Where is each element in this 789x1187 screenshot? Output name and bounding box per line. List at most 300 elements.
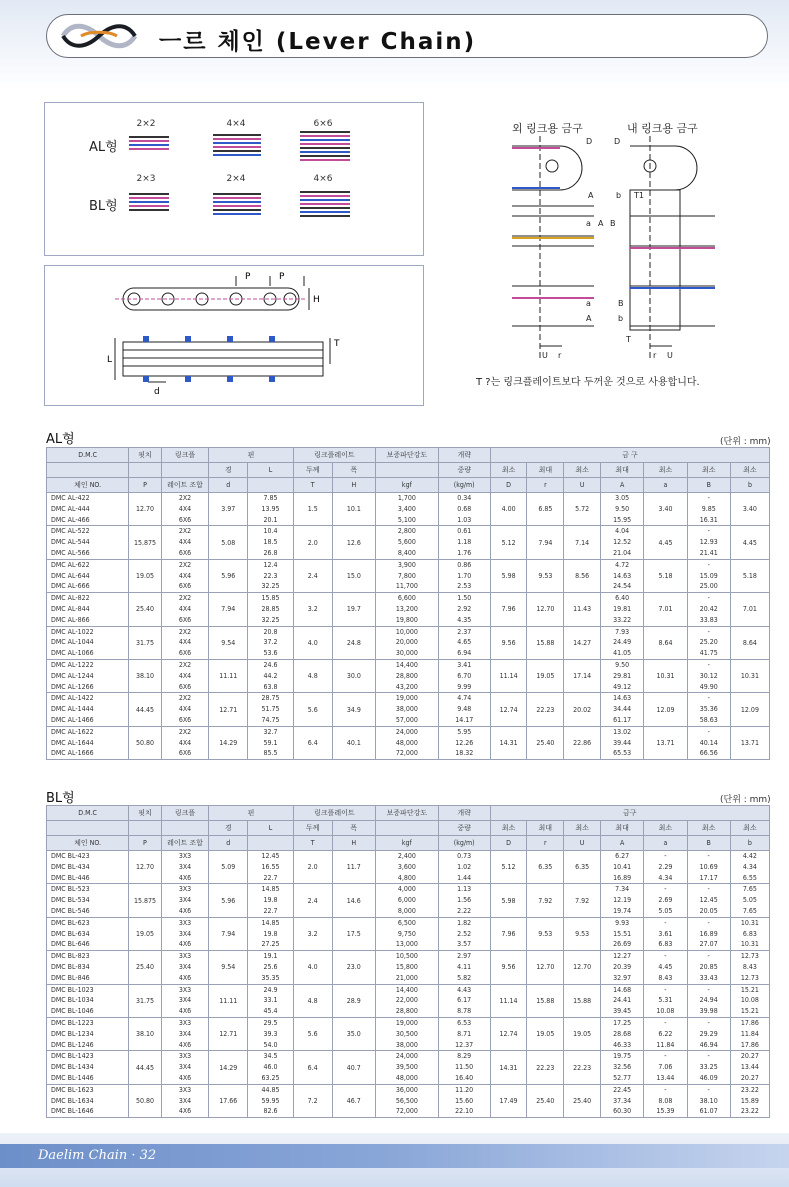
d-cell: 9.54 xyxy=(209,626,248,659)
L-value: 46.0 xyxy=(263,1063,278,1072)
a-value: 3.61 xyxy=(658,929,673,938)
wt-cell xyxy=(438,593,490,626)
U-cell: 7.92 xyxy=(564,884,601,917)
combos-cell xyxy=(161,659,209,692)
combos-value: 6X6 xyxy=(178,749,192,758)
wt-value: 3.57 xyxy=(457,940,472,949)
kgf-value: 6,500 xyxy=(397,918,416,927)
kgf-cell xyxy=(375,593,438,626)
a-value: 5.05 xyxy=(658,906,673,915)
fitting-drawing xyxy=(500,136,730,366)
L-value: 74.75 xyxy=(261,715,280,724)
L-cell xyxy=(248,1051,293,1084)
wt-value: 2.52 xyxy=(457,929,472,938)
subheader-a-15: 최소 xyxy=(730,821,769,836)
dim-b-label: b xyxy=(616,191,622,200)
B-value: 9.85 xyxy=(701,504,716,513)
dim-H-label: H xyxy=(313,295,320,305)
table-row xyxy=(47,526,770,559)
H-cell: 28.9 xyxy=(332,984,375,1017)
subheader-a-2 xyxy=(161,821,209,836)
dim-r-label: r xyxy=(558,351,562,360)
L-value: 20.1 xyxy=(263,515,278,524)
subheader-b-7: kgf xyxy=(375,836,438,851)
names-value: DMC AL-1244 xyxy=(51,671,94,680)
combos-value: 3X3 xyxy=(178,885,192,894)
pitch-cell: 25.40 xyxy=(129,951,161,984)
wt-value: 12.26 xyxy=(455,738,474,747)
D-cell: 14.31 xyxy=(490,726,527,759)
header-combo: 링크플 xyxy=(161,806,209,821)
names-cell xyxy=(47,726,129,759)
kgf-value: 30,000 xyxy=(395,649,418,658)
T-cell: 4.8 xyxy=(293,984,332,1017)
names-value: DMC BL-634 xyxy=(51,929,90,938)
H-cell: 14.6 xyxy=(332,884,375,917)
header-plate: 링크플레이트 xyxy=(293,806,375,821)
subheader-a-1 xyxy=(129,821,161,836)
kgf-value: 8,400 xyxy=(397,548,416,557)
a-value: - xyxy=(664,885,667,894)
A-value: 6.27 xyxy=(615,852,630,860)
A-value: 10.41 xyxy=(613,862,632,871)
A-value: 4.72 xyxy=(615,560,630,569)
combos-cell xyxy=(161,1084,209,1117)
header-title-bar xyxy=(46,14,768,58)
combos-value: 3X3 xyxy=(178,918,192,927)
combination-panel xyxy=(44,102,424,256)
L-value: 27.25 xyxy=(261,940,280,949)
b-cell: 3.40 xyxy=(730,493,769,526)
kgf-cell xyxy=(375,493,438,526)
dim-T-fitting-label: T xyxy=(626,335,631,344)
names-value: DMC AL-466 xyxy=(51,515,90,524)
A-value: 22.45 xyxy=(613,1085,632,1094)
pitch-cell: 50.80 xyxy=(129,726,161,759)
combos-value: 2X2 xyxy=(178,660,192,669)
wt-value: 18.32 xyxy=(455,749,474,758)
A-value: 65.53 xyxy=(613,749,632,758)
subheader-b-0: 체인 NO. xyxy=(47,836,129,851)
A-value: 24.49 xyxy=(613,638,632,647)
L-value: 54.0 xyxy=(263,1040,278,1049)
a-cell: 3.40 xyxy=(644,493,687,526)
subheader-b-3: d xyxy=(209,836,248,851)
combos-value: 3X4 xyxy=(178,896,192,905)
L-value: 82.6 xyxy=(263,1107,278,1116)
B-cell xyxy=(687,693,730,726)
names-cell xyxy=(47,984,129,1017)
subheader-a-13: 최소 xyxy=(644,821,687,836)
A-value: 12.27 xyxy=(613,952,632,961)
wt-value: 1.02 xyxy=(457,862,472,871)
table-row xyxy=(47,593,770,626)
a-value: 10.08 xyxy=(656,1007,675,1016)
subheader-a-2 xyxy=(161,463,209,478)
a-value: - xyxy=(664,1052,667,1061)
r-cell: 12.70 xyxy=(527,593,564,626)
L-value: 32.25 xyxy=(261,582,280,591)
r-cell: 15.88 xyxy=(527,984,564,1017)
wt-value: 12.37 xyxy=(455,1040,474,1049)
B-value: - xyxy=(707,952,710,961)
L-value: 35.35 xyxy=(261,973,280,982)
dim-A-label: A xyxy=(588,191,594,200)
A-value: 37.34 xyxy=(613,1096,632,1105)
subheader-b-10: r xyxy=(527,478,564,493)
T-cell: 2.4 xyxy=(293,884,332,917)
wt-value: 1.70 xyxy=(457,571,472,580)
A-value: 9.50 xyxy=(615,504,630,513)
wt-value: 4.43 xyxy=(457,985,472,994)
T-cell: 2.0 xyxy=(293,851,332,884)
subheader-b-13: a xyxy=(644,478,687,493)
L-value: 32.7 xyxy=(263,727,278,736)
a-value: 8.43 xyxy=(658,973,673,982)
B-cell xyxy=(687,659,730,692)
combos-value: 3X3 xyxy=(178,952,192,961)
subheader-b-11: U xyxy=(564,836,601,851)
B-cell xyxy=(687,593,730,626)
kgf-value: 39,500 xyxy=(395,1063,418,1072)
header-strength: 보증파단강도 xyxy=(375,448,438,463)
wt-cell xyxy=(438,851,490,884)
wt-value: 1.56 xyxy=(457,896,472,905)
L-cell xyxy=(248,851,293,884)
B-value: - xyxy=(707,627,710,636)
pitch-cell: 44.45 xyxy=(129,693,161,726)
combos-value: 2X2 xyxy=(178,560,192,569)
kgf-value: 10,000 xyxy=(395,627,418,636)
L-cell xyxy=(248,559,293,592)
bl-combo-label: BL형 xyxy=(89,199,118,214)
B-value: 25.20 xyxy=(699,638,718,647)
B-value: 20.42 xyxy=(699,604,718,613)
H-cell: 23.0 xyxy=(332,951,375,984)
B-value: - xyxy=(707,1085,710,1094)
subheader-a-7 xyxy=(375,821,438,836)
A-value: 12.52 xyxy=(613,538,632,547)
wt-cell xyxy=(438,726,490,759)
pitch-cell: 25.40 xyxy=(129,593,161,626)
B-value: 21.41 xyxy=(699,548,718,557)
wt-value: 1.03 xyxy=(457,515,472,524)
A-value: 9.93 xyxy=(615,918,630,927)
L-cell xyxy=(248,493,293,526)
subheader-b-4 xyxy=(248,478,293,493)
pitch-cell: 44.45 xyxy=(129,1051,161,1084)
a-cell: 12.09 xyxy=(644,693,687,726)
A-value: 14.68 xyxy=(613,985,632,994)
names-cell xyxy=(47,1017,129,1050)
wt-value: 1.44 xyxy=(457,873,472,882)
A-cell xyxy=(600,851,643,884)
combos-value: 3X3 xyxy=(178,1018,192,1027)
b-cell: 8.64 xyxy=(730,626,769,659)
d-cell: 7.94 xyxy=(209,593,248,626)
fitting-note: T ?는 링크플레이트보다 두꺼운 것으로 사용합니다. xyxy=(476,377,700,388)
A-cell xyxy=(600,1084,643,1117)
A-value: 34.44 xyxy=(613,705,632,714)
subheader-a-9: 최소 xyxy=(490,821,527,836)
B-value: 46.94 xyxy=(699,1040,718,1049)
B-value: - xyxy=(707,494,710,502)
table-row xyxy=(47,693,770,726)
pitch-cell: 12.70 xyxy=(129,851,161,884)
subheader-b-1: P xyxy=(129,836,161,851)
combo-bl-1: 2×3 xyxy=(136,174,156,184)
U-cell: 8.56 xyxy=(564,559,601,592)
A-cell xyxy=(600,951,643,984)
names-value: DMC AL-444 xyxy=(51,504,90,513)
A-value: 20.39 xyxy=(613,962,632,971)
chain-drawing-panel xyxy=(44,265,424,406)
d-cell: 9.54 xyxy=(209,951,248,984)
subheader-a-0 xyxy=(47,821,129,836)
b-value: 15.21 xyxy=(740,1007,759,1016)
H-cell: 30.0 xyxy=(332,659,375,692)
L-cell xyxy=(248,693,293,726)
wt-value: 11.20 xyxy=(455,1085,474,1094)
b-cell xyxy=(730,984,769,1017)
table-row xyxy=(47,951,770,984)
b-cell: 12.09 xyxy=(730,693,769,726)
d-cell: 3.97 xyxy=(209,493,248,526)
subheader-a-10: 최대 xyxy=(527,821,564,836)
kgf-value: 3,900 xyxy=(397,560,416,569)
b-value: 13.44 xyxy=(740,1063,759,1072)
kgf-value: 9,750 xyxy=(397,929,416,938)
r-cell: 6.35 xyxy=(527,851,564,884)
combos-value: 4X6 xyxy=(178,1007,192,1016)
wt-value: 4.74 xyxy=(457,694,472,703)
T-cell: 3.2 xyxy=(293,917,332,950)
kgf-cell xyxy=(375,1017,438,1050)
combos-value: 4X4 xyxy=(178,671,192,680)
kgf-cell xyxy=(375,559,438,592)
dim-D-label: D xyxy=(586,137,593,146)
B-value: 66.56 xyxy=(699,749,718,758)
kgf-value: 30,500 xyxy=(395,1029,418,1038)
wt-value: 4.11 xyxy=(457,962,472,971)
subheader-a-11: 최소 xyxy=(564,463,601,478)
kgf-value: 13,200 xyxy=(395,604,418,613)
combos-value: 4X6 xyxy=(178,1107,192,1116)
T-cell: 4.0 xyxy=(293,951,332,984)
wt-value: 5.95 xyxy=(457,727,472,736)
D-cell: 9.56 xyxy=(490,626,527,659)
combos-value: 3X4 xyxy=(178,1029,192,1038)
d-cell: 5.96 xyxy=(209,559,248,592)
T-cell: 4.8 xyxy=(293,659,332,692)
U-cell: 5.72 xyxy=(564,493,601,526)
combos-cell xyxy=(161,726,209,759)
wt-value: 0.73 xyxy=(457,852,472,860)
wt-cell xyxy=(438,984,490,1017)
r-cell: 19.05 xyxy=(527,659,564,692)
names-value: DMC AL-1466 xyxy=(51,715,94,724)
wt-value: 15.60 xyxy=(455,1096,474,1105)
wt-value: 8.78 xyxy=(457,1007,472,1016)
r-cell: 22.23 xyxy=(527,693,564,726)
a-value: 2.69 xyxy=(658,896,673,905)
wt-value: 0.34 xyxy=(457,494,472,502)
names-value: DMC BL-523 xyxy=(51,885,90,894)
names-cell xyxy=(47,559,129,592)
wt-cell xyxy=(438,1051,490,1084)
B-value: 20.85 xyxy=(699,962,718,971)
wt-value: 1.76 xyxy=(457,548,472,557)
B-cell xyxy=(687,726,730,759)
b-value: 23.22 xyxy=(740,1085,759,1094)
B-cell xyxy=(687,1084,730,1117)
d-cell: 11.11 xyxy=(209,659,248,692)
wt-cell xyxy=(438,1017,490,1050)
U-cell: 9.53 xyxy=(564,917,601,950)
combos-value: 3X4 xyxy=(178,962,192,971)
combos-value: 4X6 xyxy=(178,940,192,949)
L-value: 12.4 xyxy=(263,560,278,569)
subheader-a-0 xyxy=(47,463,129,478)
a-cell: 4.45 xyxy=(644,526,687,559)
A-value: 29.81 xyxy=(613,671,632,680)
a-cell: 13.71 xyxy=(644,726,687,759)
r-cell: 19.05 xyxy=(527,1017,564,1050)
U-cell: 20.02 xyxy=(564,693,601,726)
names-value: DMC BL-834 xyxy=(51,962,90,971)
L-value: 13.95 xyxy=(261,504,280,513)
b-cell: 10.31 xyxy=(730,659,769,692)
kgf-value: 5,600 xyxy=(397,538,416,547)
table-row xyxy=(47,917,770,950)
r-cell: 7.92 xyxy=(527,884,564,917)
wt-cell xyxy=(438,559,490,592)
L-value: 15.85 xyxy=(261,594,280,603)
wt-value: 2.53 xyxy=(457,582,472,591)
names-value: DMC AL-622 xyxy=(51,560,90,569)
A-cell xyxy=(601,559,644,592)
L-value: 63.8 xyxy=(263,682,278,691)
D-cell: 11.14 xyxy=(490,659,527,692)
kgf-cell xyxy=(375,626,438,659)
B-value: - xyxy=(707,918,710,927)
B-cell xyxy=(687,1051,730,1084)
al-unit-label: (단위 : mm) xyxy=(720,437,771,447)
A-value: 46.33 xyxy=(613,1040,632,1049)
A-value: 14.63 xyxy=(613,694,632,703)
names-value: DMC BL-446 xyxy=(51,873,90,882)
r-cell: 25.40 xyxy=(527,726,564,759)
B-value: 39.98 xyxy=(699,1007,718,1016)
wt-value: 3.41 xyxy=(457,660,472,669)
dim-D2-label: D xyxy=(614,137,621,146)
L-value: 33.1 xyxy=(263,996,278,1005)
L-cell xyxy=(248,884,293,917)
kgf-value: 7,800 xyxy=(397,571,416,580)
names-value: DMC AL-1644 xyxy=(51,738,94,747)
table-row xyxy=(47,626,770,659)
wt-value: 8.29 xyxy=(457,1052,472,1061)
b-value: 6.83 xyxy=(742,929,757,938)
kgf-value: 4,800 xyxy=(397,873,416,882)
D-cell: 5.12 xyxy=(490,851,527,884)
b-cell: 13.71 xyxy=(730,726,769,759)
T-cell: 2.4 xyxy=(293,559,332,592)
subheader-a-14: 최소 xyxy=(687,821,730,836)
L-value: 10.4 xyxy=(263,527,278,536)
d-cell: 5.08 xyxy=(209,526,248,559)
b-cell xyxy=(730,917,769,950)
header-dmc: D.M.C xyxy=(47,448,129,463)
subheader-b-14: B xyxy=(687,478,730,493)
kgf-value: 38,000 xyxy=(395,1040,418,1049)
combos-value: 3X4 xyxy=(178,996,192,1005)
L-value: 29.5 xyxy=(263,1018,278,1027)
subheader-b-2: 레이트 조합 xyxy=(161,478,209,493)
B-cell xyxy=(687,626,730,659)
wt-value: 6.70 xyxy=(457,671,472,680)
subheader-b-9: D xyxy=(490,836,527,851)
names-value: DMC AL-866 xyxy=(51,615,90,624)
a-value: 15.39 xyxy=(656,1107,675,1116)
kgf-value: 13,000 xyxy=(395,940,418,949)
wt-value: 1.82 xyxy=(457,918,472,927)
L-value: 22.7 xyxy=(263,906,278,915)
names-cell xyxy=(47,593,129,626)
H-cell: 10.1 xyxy=(332,493,375,526)
combos-cell xyxy=(161,984,209,1017)
pitch-cell: 38.10 xyxy=(129,1017,161,1050)
B-cell xyxy=(687,917,730,950)
combos-value: 4X4 xyxy=(178,571,192,580)
A-cell xyxy=(600,1017,643,1050)
header-pitch: 핏치 xyxy=(129,806,161,821)
A-value: 9.50 xyxy=(615,660,630,669)
names-cell xyxy=(47,626,129,659)
B-value: - xyxy=(707,527,710,536)
T-cell: 4.0 xyxy=(293,626,332,659)
subheader-b-4 xyxy=(248,836,293,851)
A-value: 33.22 xyxy=(613,615,632,624)
combos-value: 2X2 xyxy=(178,694,192,703)
a-cell: 7.01 xyxy=(644,593,687,626)
H-cell: 11.7 xyxy=(332,851,375,884)
combos-value: 6X6 xyxy=(178,615,192,624)
combo-al-2-drawing xyxy=(213,134,261,158)
L-value: 44.2 xyxy=(263,671,278,680)
L-value: 14.85 xyxy=(261,885,280,894)
H-cell: 46.7 xyxy=(332,1084,375,1117)
names-value: DMC AL-1422 xyxy=(51,694,94,703)
U-cell: 17.14 xyxy=(564,659,601,692)
names-cell xyxy=(47,917,129,950)
A-value: 28.68 xyxy=(613,1029,632,1038)
wt-value: 9.99 xyxy=(457,682,472,691)
chain-side-view-drawing xyxy=(45,266,423,405)
L-cell xyxy=(248,526,293,559)
wt-value: 9.48 xyxy=(457,705,472,714)
kgf-value: 20,000 xyxy=(395,638,418,647)
B-value: 41.75 xyxy=(699,649,718,658)
subheader-a-5: 두께 xyxy=(293,821,332,836)
a-value: - xyxy=(664,918,667,927)
bl-spec-table xyxy=(46,805,770,1118)
wt-value: 4.35 xyxy=(457,615,472,624)
a-cell xyxy=(644,917,687,950)
kgf-value: 3,600 xyxy=(397,862,416,871)
names-value: DMC BL-1434 xyxy=(51,1063,94,1072)
combos-value: 4X6 xyxy=(178,906,192,915)
